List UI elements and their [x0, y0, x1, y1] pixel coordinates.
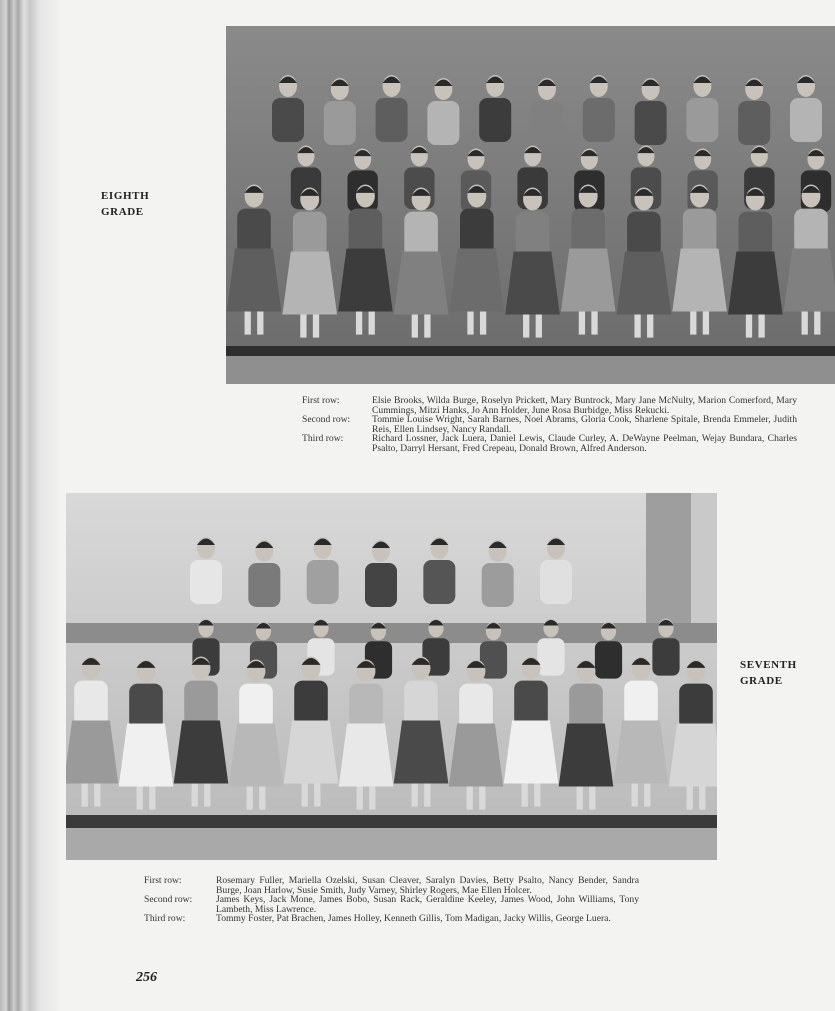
caption-row-label: Third row:	[302, 433, 344, 445]
caption-row	[144, 876, 639, 895]
eighth-grade-photo	[226, 26, 835, 384]
seventh-label-line1: SEVENTH	[740, 659, 797, 671]
caption-row-label: First row:	[144, 875, 182, 886]
seventh-grade-label	[740, 657, 797, 689]
caption-row-names: Elsie Brooks, Wilda Burge, Roselyn Prickett, Mary Buntrock, Mary Jane McNulty, Marion Comerford, Mary Cummings, Mitzi Hanks, Jo Ann Holder, June Rosa Burbidge, Miss Rekucki.	[372, 395, 797, 416]
seventh-grade-photo-art	[66, 493, 717, 860]
seventh-grade-photo	[66, 493, 717, 860]
eighth-grade-label	[101, 188, 149, 220]
caption-row	[302, 396, 797, 415]
caption-row-names: Tommie Louise Wright, Sarah Barnes, Noel Abrams, Gloria Cook, Sharlene Spitale, Brenda Emmeler, Judith Reis, Ellen Lindsey, Nancy Randall.	[372, 414, 797, 435]
caption-row-label: Third row:	[144, 913, 186, 925]
page-number: 256	[136, 970, 157, 985]
eighth-grade-photo-art	[226, 26, 835, 384]
eighth-grade-caption	[302, 396, 797, 454]
eighth-label-line2: GRADE	[101, 206, 144, 218]
caption-row-names: Richard Lossner, Jack Luera, Daniel Lewis, Claude Curley, A. DeWayne Peelman, Wejay Bundara, Charles Psalto, Darryl Hersant, Fred Crepeau, Donald Brown, Alfred Anderson.	[372, 433, 797, 454]
caption-row	[302, 415, 797, 434]
caption-row-names: James Keys, Jack Mone, James Bobo, Susan Rack, Geraldine Keeley, James Wood, John Williams, Tony Lambeth, Miss Lawrence.	[216, 894, 639, 915]
seventh-label-line2: GRADE	[740, 675, 783, 687]
caption-row-label: Second row:	[144, 894, 193, 906]
caption-row	[144, 895, 639, 914]
seventh-grade-caption	[144, 876, 639, 924]
caption-row	[302, 434, 797, 453]
book-binding	[0, 0, 58, 1011]
eighth-label-line1: EIGHTH	[101, 190, 150, 202]
caption-row-names: Tommy Foster, Pat Brachen, James Holley, Kenneth Gillis, Tom Madigan, Jacky Willis, George Luera.	[216, 913, 611, 925]
caption-row-label: Second row:	[302, 414, 351, 426]
caption-row-label: First row:	[302, 395, 340, 406]
caption-row-names: Rosemary Fuller, Mariella Ozelski, Susan Cleaver, Saralyn Davies, Betty Psalto, Nancy Bender, Sandra Burge, Joan Harlow, Susie Smith, Judy Varney, Shirley Rogers, Mae Ellen Holcer.	[216, 875, 639, 896]
caption-row	[144, 914, 639, 924]
